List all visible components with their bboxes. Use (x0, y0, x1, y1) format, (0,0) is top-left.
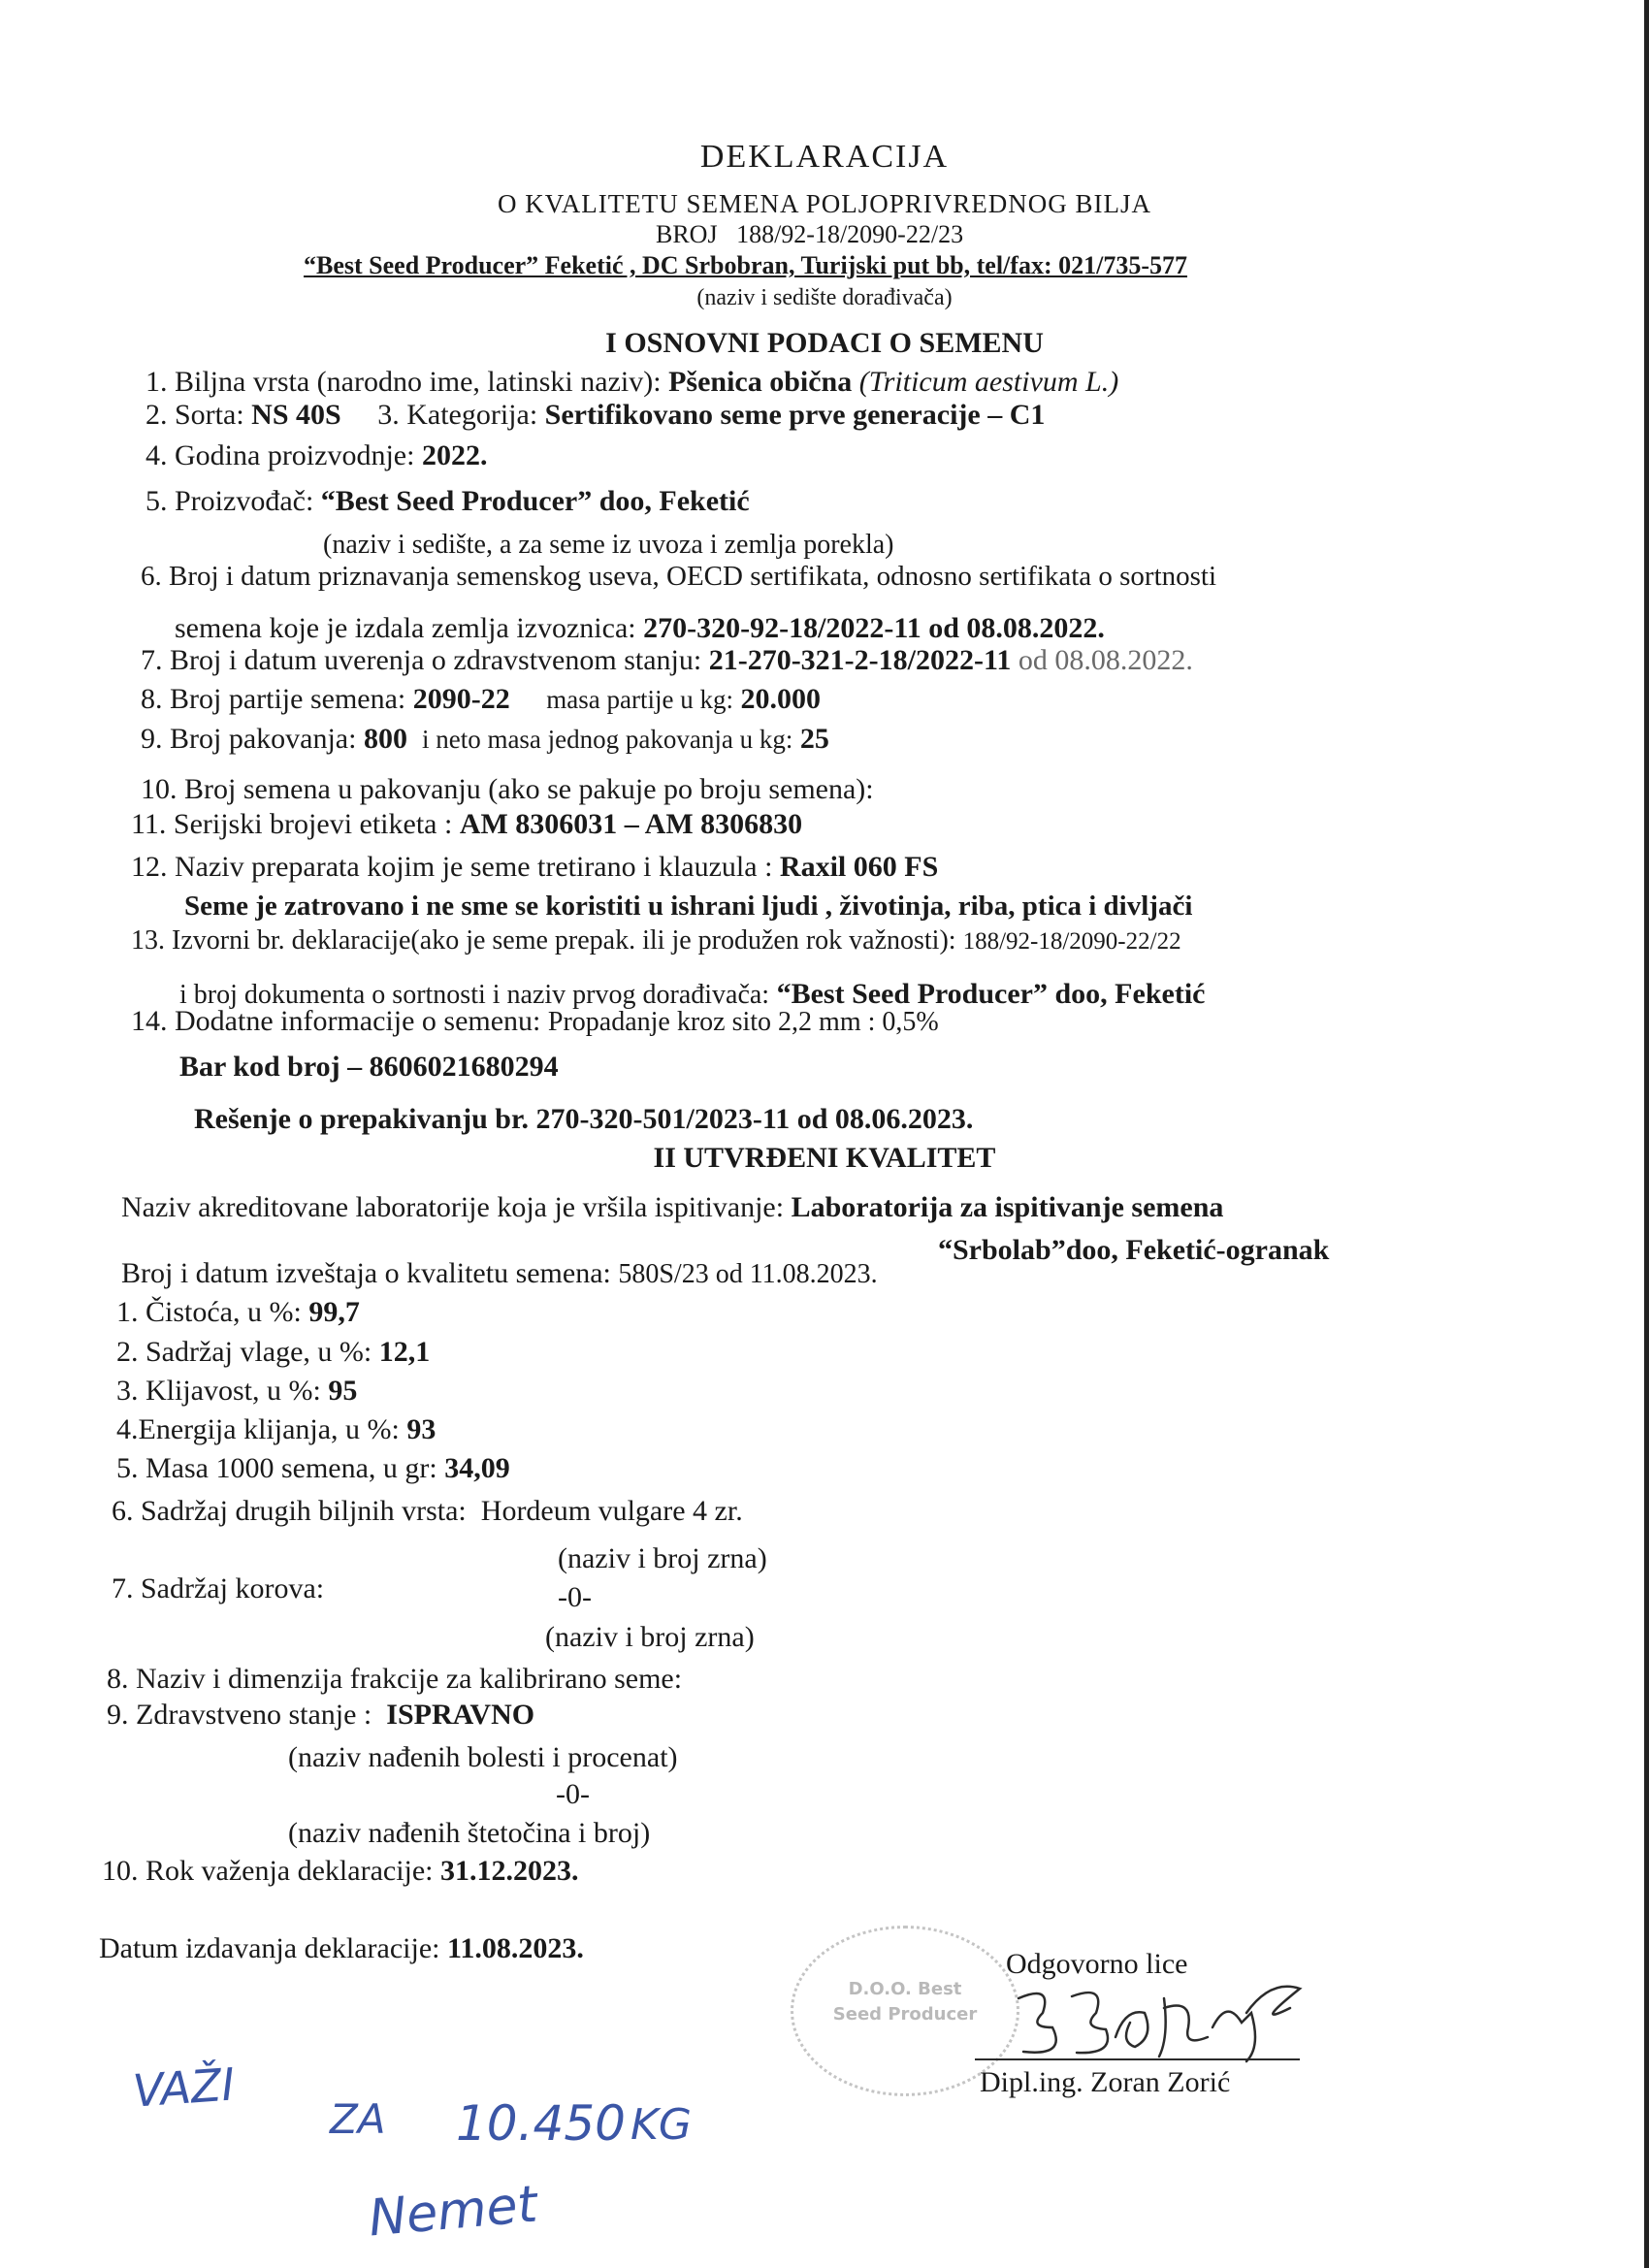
quality-1 (116, 1296, 360, 1329)
item-6-value: 270-320-92-18/2022-11 od 08.08.2022. (643, 612, 1105, 644)
item-3-label: 3. Kategorija: (377, 399, 538, 431)
handwritten-amount: 10.450 (456, 2095, 626, 2152)
responsible-name: Dipl.ing. Zoran Zorić (980, 2066, 1231, 2098)
item-3-value: Sertifikovano seme prve generacije – C1 (544, 399, 1046, 431)
item-1-value: Pšenica obična (668, 366, 853, 398)
item-13-b-label: i broj dokumenta o sortnosti i naziv prvog dorađivača: (179, 980, 770, 1010)
item-9-value: 800 (363, 723, 407, 755)
quality-7-caption: (naziv i broj zrna) (545, 1621, 755, 1653)
issue-date (99, 1932, 584, 1965)
item-13-b-value: “Best Seed Producer” doo, Feketić (776, 978, 1206, 1010)
item-4-label: 4. Godina proizvodnje: (146, 439, 415, 471)
item-13-value: 188/92-18/2090-22/22 (962, 928, 1181, 955)
quality-10 (102, 1855, 579, 1888)
item-6-line1: 6. Broj i datum priznavanja semenskog useva, OECD sertifikata, odnosno sertifikata o sortnosti (141, 561, 1217, 592)
quality-9-pest-value: -0- (556, 1778, 590, 1810)
item-2-label: 2. Sorta: (146, 399, 244, 431)
report-label: Broj i datum izveštaja o kvalitetu semena: (121, 1257, 611, 1289)
quality-2 (116, 1336, 430, 1369)
quality-8: 8. Naziv i dimenzija frakcije za kalibrirano seme: (107, 1663, 683, 1695)
quality-3-label: 3. Klijavost, u %: (116, 1375, 321, 1407)
item-5-value: “Best Seed Producer” doo, Feketić (320, 485, 750, 517)
item-11-value: AM 8306031 – AM 8306830 (459, 808, 803, 840)
handwritten-signature: Nemet (366, 2175, 540, 2249)
item-10: 10. Broj semena u pakovanju (ako se pakuje po broju semena): (141, 773, 874, 805)
handwritten-kg: KG (630, 2100, 692, 2150)
item-14-value: Propadanje kroz sito 2,2 mm : 0,5% (547, 1007, 939, 1037)
item-13-label: 13. Izvorni br. deklaracije(ako je seme prepak. ili je produžen rok važnosti): (131, 925, 956, 956)
barcode-line: Bar kod broj – 8606021680294 (179, 1051, 559, 1083)
quality-3-value: 95 (328, 1375, 358, 1407)
item-1-label: 1. Biljna vrsta (narodno ime, latinski naziv): (146, 366, 662, 398)
quality-9-caption-1: (naziv nađenih bolesti i procenat) (288, 1741, 678, 1773)
processor-line: “Best Seed Producer” Feketić , DC Srbobran, Turijski put bb, tel/fax: 021/735-577 (304, 251, 1187, 279)
item-7-date: od 08.08.2022. (1018, 644, 1193, 676)
item-1-latin: (Triticum aestivum L.) (858, 366, 1119, 398)
quality-3 (116, 1375, 357, 1408)
report-line (121, 1257, 878, 1291)
item-4-value: 2022. (421, 439, 488, 471)
item-7-value: 21-270-321-2-18/2022-11 (708, 644, 1012, 676)
item-5-caption: (naziv i sedište, a za seme iz uvoza i zemlja porekla) (323, 530, 894, 560)
item-8-value: 2090-22 (412, 683, 510, 715)
quality-7-value: -0- (558, 1581, 592, 1613)
item-8-mass-label: masa partije u kg: (546, 685, 733, 714)
quality-1-label: 1. Čistoća, u %: (116, 1296, 302, 1328)
signature-line (975, 2058, 1300, 2060)
doc-subtitle: O KVALITETU SEMENA POLJOPRIVREDNOG BILJA (497, 189, 1151, 218)
quality-10-label: 10. Rok važenja deklaracije: (102, 1855, 434, 1887)
quality-9-caption-2: (naziv nađenih štetočina i broj) (288, 1817, 651, 1849)
quality-2-value: 12,1 (378, 1336, 431, 1368)
quality-4-value: 93 (406, 1413, 436, 1445)
item-6-line2 (175, 612, 1105, 645)
lab-value-2: “Srbolab”doo, Feketić-ogranak (938, 1234, 1330, 1266)
item-9 (141, 723, 829, 756)
item-12-label: 12. Naziv preparata kojim je seme tretirano i klauzula : (131, 851, 773, 883)
quality-4-label: 4.Energija klijanja, u %: (116, 1413, 400, 1445)
quality-4 (116, 1413, 436, 1446)
issue-date-label: Datum izdavanja deklaracije: (99, 1932, 440, 1964)
quality-9 (107, 1699, 534, 1732)
lab-label: Naziv akreditovane laboratorije koja je vršila ispitivanje: (121, 1191, 785, 1223)
item-12-value: Raxil 060 FS (779, 851, 939, 883)
quality-7-label: 7. Sadržaj korova: (112, 1572, 325, 1604)
quality-5-label: 5. Masa 1000 semena, u gr: (116, 1452, 437, 1484)
item-12 (131, 851, 938, 884)
item-9-net-label: i neto masa jednog pakovanja u kg: (421, 725, 793, 754)
quality-6-value: Hordeum vulgare 4 zr. (480, 1495, 743, 1527)
doc-number: 188/92-18/2090-22/23 (736, 220, 964, 248)
item-5-label: 5. Proizvođač: (146, 485, 314, 517)
item-12-warning: Seme je zatrovano i ne sme se koristiti u ishrani ljudi , životinja, riba, ptica i divljači (184, 891, 1193, 922)
item-9-label: 9. Broj pakovanja: (141, 723, 357, 755)
quality-2-label: 2. Sadržaj vlage, u %: (116, 1336, 372, 1368)
quality-6-caption: (naziv i broj zrna) (558, 1542, 767, 1574)
item-7 (141, 644, 1193, 677)
item-2-value: NS 40S (251, 399, 341, 431)
responsible-label: Odgovorno lice (1006, 1948, 1188, 1980)
item-14-label: 14. Dodatne informacije o semenu: (131, 1005, 541, 1037)
item-8 (141, 683, 821, 716)
item-2-3 (146, 399, 1045, 432)
item-1 (146, 366, 1118, 399)
item-11-label: 11. Serijski brojevi etiketa : (131, 808, 453, 840)
section1-heading: I OSNOVNI PODACI O SEMENU (605, 327, 1044, 359)
doc-title: DEKLARACIJA (699, 139, 950, 175)
quality-6 (112, 1495, 743, 1528)
item-5 (146, 485, 750, 518)
quality-5 (116, 1452, 510, 1485)
quality-9-value: ISPRAVNO (386, 1699, 535, 1731)
quality-10-value: 31.12.2023. (440, 1855, 579, 1887)
handwritten-vazi: VAŽI (131, 2057, 237, 2118)
processor-caption: (naziv i sedište dorađivača) (696, 285, 953, 310)
section2-heading: II UTVRĐENI KVALITET (653, 1142, 996, 1174)
item-9-net-value: 25 (799, 723, 829, 755)
lab-value-1: Laboratorija za ispitivanje semena (791, 1191, 1224, 1223)
quality-1-value: 99,7 (308, 1296, 360, 1328)
item-14 (131, 1005, 939, 1039)
item-6-label: semena koje je izdala zemlja izvoznica: (175, 612, 636, 644)
issue-date-value: 11.08.2023. (447, 1932, 584, 1964)
lab-line (121, 1191, 1223, 1224)
repack-line: Rešenje o prepakivanju br. 270-320-501/2023-11 od 08.06.2023. (194, 1103, 974, 1135)
item-11 (131, 808, 802, 841)
handwritten-za: ZA (330, 2095, 386, 2143)
doc-number-label: BROJ (656, 220, 718, 248)
item-4 (146, 439, 487, 472)
doc-number-row (656, 218, 963, 251)
quality-6-label: 6. Sadržaj drugih biljnih vrsta: (112, 1495, 467, 1527)
item-8-label: 8. Broj partije semena: (141, 683, 406, 715)
item-8-mass-value: 20.000 (740, 683, 821, 715)
item-7-label: 7. Broj i datum uverenja o zdravstvenom stanju: (141, 644, 702, 676)
quality-5-value: 34,09 (444, 1452, 510, 1484)
quality-9-label: 9. Zdravstveno stanje : (107, 1699, 372, 1731)
report-value: 580S/23 od 11.08.2023. (618, 1259, 878, 1289)
item-13 (131, 924, 1181, 958)
stamp-text: D.O.O. Best Seed Producer (832, 1979, 978, 2025)
